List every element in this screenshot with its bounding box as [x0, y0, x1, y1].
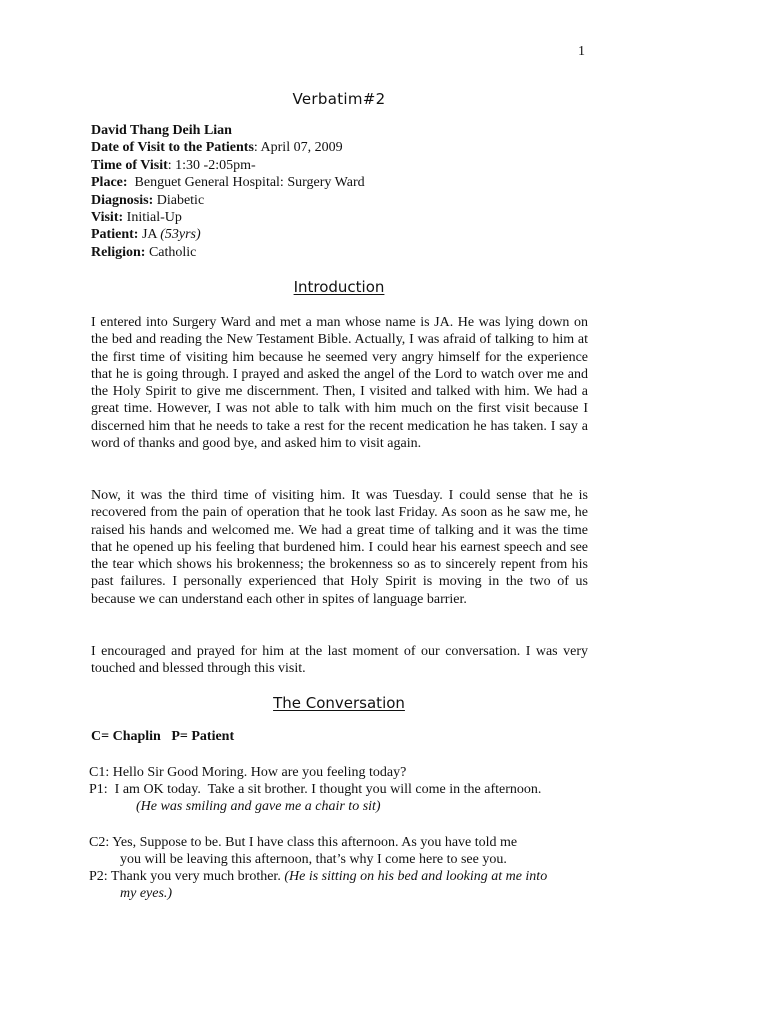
- dialog-note-p2: (He is sitting on his bed and looking at me into: [284, 869, 548, 884]
- place-row: [91, 174, 365, 191]
- patient-label: Patient:: [91, 227, 139, 243]
- introduction-paragraph: I encouraged and prayed for him at the last moment of our conversation. I was very touched and blessed through this visit.: [91, 644, 588, 677]
- time-label: Time of Visit: [91, 157, 168, 173]
- time-row: [91, 157, 365, 174]
- patient-row: [91, 226, 365, 243]
- introduction-paragraph: Now, it was the third time of visiting him. It was Tuesday. I could sense that he is recovered from the pain of operation that he took last Friday. As soon as he saw me, he raised his hands and welcomed me. We had a great time of talking and it was the time that he opened up his feeling that burdened him. I could hear his earnest speech and see the tear which shows his brokenness; the brokenness so as to sincerely repent from his past failures. I personally experienced that Holy Spirit is moving in the two of us because we can understand each other in spites of language barrier.: [91, 488, 588, 607]
- religion-label: Religion:: [91, 244, 146, 260]
- place-label: Place:: [91, 175, 128, 191]
- date-value: : April 07, 2009: [253, 140, 343, 156]
- visit-label: Visit:: [91, 210, 124, 226]
- time-value: : 1:30 -2:05pm-: [167, 157, 256, 173]
- date-row: [91, 139, 365, 156]
- patient-value: JA: [138, 227, 161, 243]
- dialog-line-c2: C2: Yes, Suppose to be. But I have class this afternoon. As you have told me: [89, 835, 518, 850]
- introduction-paragraph: I entered into Surgery Ward and met a man whose name is JA. He was lying down on the bed and reading the New Testament Bible. Actually, I was afraid of talking to him at the first time of visiting him because he seemed very angry himself for the experience that he is going through. I prayed and asked the angel of the Lord to watch over me and the Holy Spirit to give me discernment. Then, I visited and talked with him. We had a great time. However, I was not able to talk with him much on the first visit because I discerned him that he needs to take a rest for the recent medication he has taken. I say a word of thanks and good bye, and asked him to visit again.: [91, 315, 588, 452]
- conversation-heading: The Conversation: [273, 694, 405, 712]
- introduction-heading: Introduction: [293, 278, 385, 296]
- patient-age: (53yrs): [160, 227, 201, 243]
- document-title: Verbatim#2: [292, 90, 386, 108]
- author-name: David Thang Deih Lian: [91, 123, 232, 138]
- visit-row: [91, 209, 365, 226]
- religion-value: Catholic: [145, 244, 197, 260]
- dialog-line-p1: P1: I am OK today. Take a sit brother. I thought you will come in the afternoon.: [89, 782, 542, 797]
- author-row: [91, 122, 365, 139]
- speaker-legend: C= Chaplin P= Patient: [91, 729, 235, 744]
- place-value: Benguet General Hospital: Surgery Ward: [127, 175, 365, 191]
- religion-row: [91, 244, 365, 261]
- diagnosis-label: Diagnosis:: [91, 192, 154, 208]
- diagnosis-row: [91, 192, 365, 209]
- date-label: Date of Visit to the Patients: [91, 140, 254, 156]
- diagnosis-value: Diabetic: [153, 192, 205, 208]
- dialog-line-c2-continued: you will be leaving this afternoon, that’s why I come here to see you.: [120, 852, 507, 867]
- dialog-note-p1: (He was smiling and gave me a chair to sit): [136, 799, 381, 814]
- dialog-line-c1: C1: Hello Sir Good Moring. How are you feeling today?: [89, 765, 407, 780]
- dialog-note-p2-continued: my eyes.): [120, 886, 173, 901]
- dialog-line-p2-speech: P2: Thank you very much brother.: [89, 869, 285, 884]
- page-number: 1: [578, 44, 585, 59]
- dialog-line-p2: [89, 868, 547, 885]
- visit-value: Initial-Up: [123, 210, 182, 226]
- visit-metadata: [91, 122, 365, 261]
